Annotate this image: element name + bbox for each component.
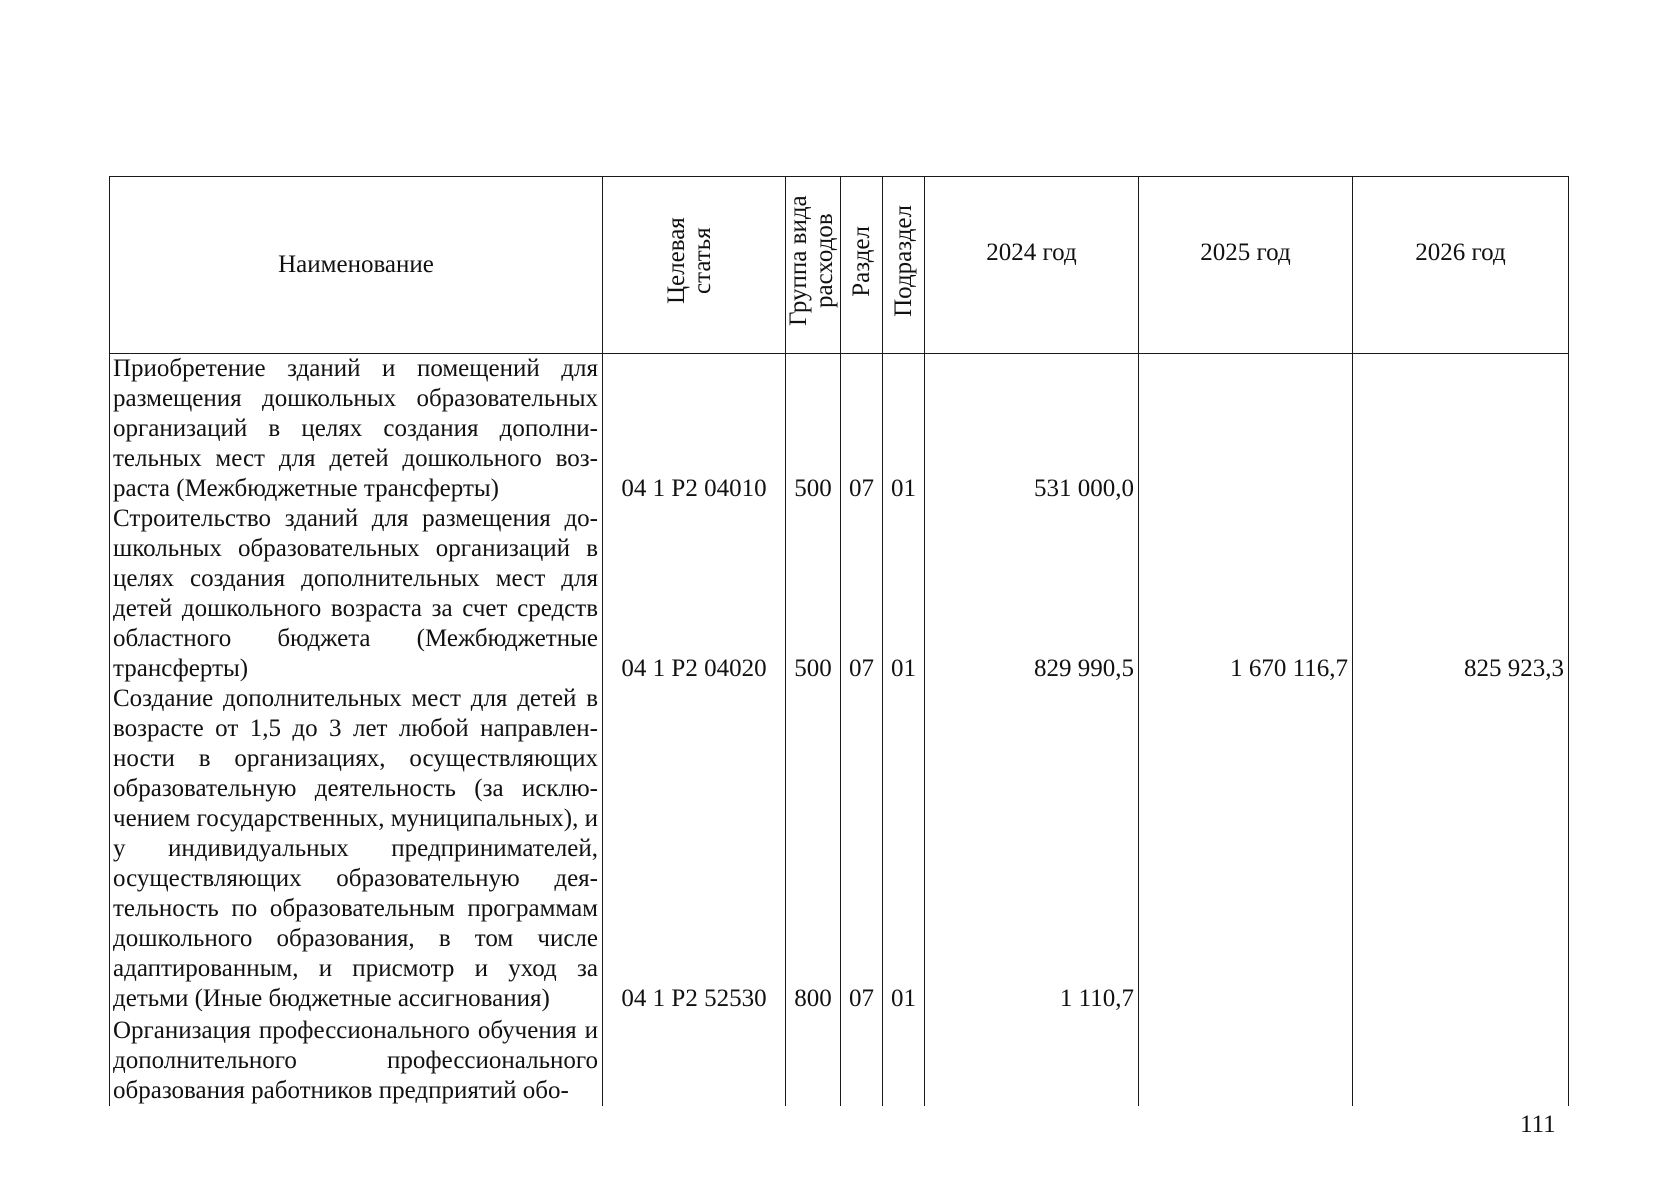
header-expense-group-label: Группа вида расходов: [785, 195, 838, 327]
row-section: 07: [841, 684, 883, 1014]
header-subsection: [883, 177, 925, 354]
row-target-article: 04 1 P2 04020: [603, 504, 786, 684]
row-target-article: [603, 1014, 786, 1106]
row-amount-2024: 829 990,5: [925, 504, 1139, 684]
row-amount-2024: [925, 1014, 1139, 1106]
row-subsection: 01: [883, 684, 925, 1014]
row-name: Строительство зданий для размещения дошкольных образовательных организаций в целях создания дополнительных мест для детей дошкольного возраста за счет средств областного бюджета (Межбюджетные трансферты): [110, 504, 603, 684]
row-subsection: [883, 1014, 925, 1106]
header-subsection-label: Подраздел: [889, 205, 917, 317]
header-year-2025: 2025 год: [1139, 177, 1353, 354]
row-amount-2026: 825 923,3: [1353, 504, 1569, 684]
row-target-article: 04 1 P2 04010: [603, 354, 786, 505]
row-amount-2025: 1 670 116,7: [1139, 504, 1353, 684]
row-expense-group: [786, 1014, 841, 1106]
row-section: [841, 1014, 883, 1106]
row-section: 07: [841, 354, 883, 505]
header-expense-group: [786, 177, 841, 354]
table-row: [110, 684, 1569, 1014]
table-header: [110, 177, 1569, 354]
row-amount-2026: [1353, 684, 1569, 1014]
table-row: [110, 504, 1569, 684]
table-body: [110, 354, 1569, 1107]
row-expense-group: 500: [786, 504, 841, 684]
row-target-article: 04 1 P2 52530: [603, 684, 786, 1014]
row-name: Создание дополнительных мест для детей в возрасте от 1,5 до 3 лет любой направленности в организациях, осуществляющих образовательную деятельность (за исключением государственных, муниципальных), и у индивидуальных предпринимателей, осуществляющих образовательную деятельность по образовательным программам дошкольного образования, в том числе адаптированным, и присмотр и уход за детьми (Иные бюджетные ассигнования): [110, 684, 603, 1014]
row-name: Организация профессионального обучения и дополнительного профессионального образования работников предприятий обо-: [110, 1014, 603, 1106]
row-amount-2025: [1139, 354, 1353, 505]
row-subsection: 01: [883, 504, 925, 684]
header-name: Наименование: [110, 177, 603, 354]
header-section-label: Раздел: [847, 225, 875, 297]
row-amount-2025: [1139, 684, 1353, 1014]
row-section: 07: [841, 504, 883, 684]
row-amount-2024: 531 000,0: [925, 354, 1139, 505]
row-subsection: 01: [883, 354, 925, 505]
header-target-article-label: Целевая статья: [663, 217, 716, 305]
row-name: Приобретение зданий и помещений для размещения дошкольных образовательных организаций в целях создания дополнительных мест для детей дошкольного возраста (Межбюджетные трансферты): [110, 354, 603, 505]
table-row: [110, 354, 1569, 505]
row-amount-2025: [1139, 1014, 1353, 1106]
row-expense-group: 800: [786, 684, 841, 1014]
header-year-2024: 2024 год: [925, 177, 1139, 354]
row-expense-group: 500: [786, 354, 841, 505]
page-number: 111: [1520, 1111, 1556, 1138]
header-section: [841, 177, 883, 354]
row-amount-2026: [1353, 1014, 1569, 1106]
budget-table: [109, 176, 1569, 1106]
row-amount-2024: 1 110,7: [925, 684, 1139, 1014]
table-row: [110, 1014, 1569, 1106]
header-year-2026: 2026 год: [1353, 177, 1569, 354]
row-amount-2026: [1353, 354, 1569, 505]
header-target-article: [603, 177, 786, 354]
